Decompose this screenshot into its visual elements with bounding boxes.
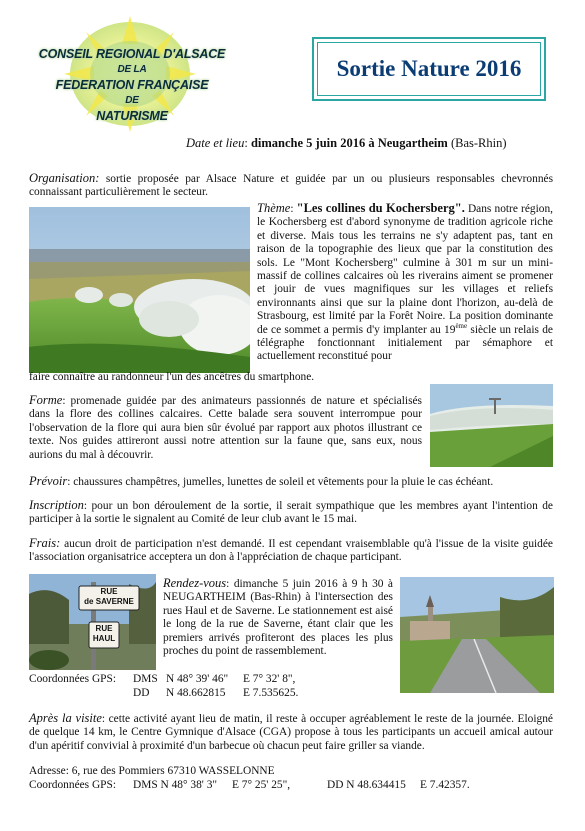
- theme-superscript: ème: [455, 321, 468, 330]
- theme-paragraph: [257, 202, 553, 364]
- inscription-text: : pour un bon déroulement de la sortie, il serait sympathique que les membres ayant l'intention de participer à la sortie le signalent au Comité de leur club avant le 15 mai.: [29, 500, 553, 526]
- organisation-label: Organisation:: [29, 171, 100, 185]
- gps-dd-east: E 7.535625.: [243, 687, 299, 699]
- address-line: Adresse: 6, rue des Pommiers 67310 WASSELONNE: [29, 765, 275, 777]
- rendezvous-paragraph: [163, 577, 393, 658]
- date-region: (Bas-Rhin): [447, 136, 507, 150]
- logo: [12, 16, 252, 132]
- apres-label: Après la visite: [29, 711, 102, 725]
- frais-paragraph: [29, 537, 553, 565]
- organisation-paragraph: [29, 172, 553, 200]
- frais-text: aucun droit de participation n'est demandé. Il est cependant vraisemblable qu'à l'issue de la visite guidée l'association organisatrice acceptera un don à l'appréciation de chaque participant.: [29, 538, 553, 564]
- village-road-photo: [400, 577, 554, 693]
- theme-text-continued: siècle un relais de télégraphe fonctionnant initialement par sémaphore et actuellement reconstitué pour: [257, 323, 553, 363]
- prevoir-label: Prévoir: [29, 474, 68, 488]
- gps-dd-north: N 48.662815: [166, 687, 226, 699]
- logo-line: DE LA: [117, 64, 147, 75]
- theme-title: "Les collines du Kochersberg".: [296, 201, 465, 215]
- gps2-dd-east: E 7.42357.: [420, 779, 470, 791]
- gps2-dms: DMS N 48° 38' 3": [133, 779, 218, 791]
- frais-label: Frais:: [29, 536, 61, 550]
- street-signs-photo: [29, 574, 156, 670]
- date-value: dimanche 5 juin 2016 à Neugartheim: [250, 136, 448, 150]
- apres-paragraph: [29, 712, 553, 753]
- landscape-photo: [29, 207, 250, 373]
- sign-saverne-line2: de SAVERNE: [84, 597, 134, 606]
- prevoir-text: : chaussures champêtres, jumelles, lunettes de soleil et vêtements pour la pluie le cas échéant.: [67, 476, 494, 488]
- apres-text: : cette activité ayant lieu de matin, il reste à occuper agréablement le reste de la journée. Eloigné de quelque 14 km, le Centre Gymnique d'Alsace (CGA) propose à tous les participants un accueil amical autour d'un apéritif convivial à proximité d'un barbecue où chacun peut faire griller sa viande.: [29, 713, 553, 752]
- gps-dd-tag: DD: [133, 687, 150, 699]
- sign-saverne: [79, 587, 139, 607]
- gps2-dd: DD N 48.634415: [327, 779, 406, 791]
- sign-haul-line1: RUE: [95, 624, 113, 633]
- theme-last-line: faire connaître au randonneur l'un des ancêtres du smartphone.: [29, 371, 315, 383]
- gps-label: Coordonnées GPS:: [29, 673, 117, 685]
- gps-dms-tag: DMS: [133, 673, 158, 685]
- inscription-label: Inscription: [29, 498, 84, 512]
- date-label: Date et lieu: [186, 136, 245, 150]
- forme-paragraph: [29, 394, 422, 462]
- theme-label: Thème: [257, 201, 291, 215]
- hedge-photo: [430, 384, 553, 467]
- sign-haul-line2: HAUL: [92, 634, 116, 643]
- logo-line: FEDERATION FRANÇAISE: [55, 78, 209, 92]
- theme-text: Dans notre région, le Kochersberg est d'abord synonyme de tradition agricole riche et diverse. Mais tous les terrains ne s'y adaptent pas, tant en raison de la topographie des lieux que par la constitution des sols. Le "Mont Kochersberg" culmine à 301 m sur un mini-massif de collines calcaires où les riverains aiment se promener et jouir de vues magnifiques sur les villages et reliefs environnants ainsi que sur la plaine dont l'horizon, au-delà de Strasbourg, est limité par la Forêt Noire. La position dominante de ce sommet a permis d'y implanter au 19: [257, 203, 553, 336]
- logo-line: DE: [125, 95, 139, 106]
- logo-line: NATURISME: [96, 109, 168, 123]
- page-title: Sortie Nature 2016: [336, 56, 522, 82]
- theme-sep: :: [290, 203, 297, 215]
- forme-label: Forme: [29, 393, 63, 407]
- title-box: [312, 37, 546, 101]
- rendezvous-text: : dimanche 5 juin 2016 à 9 h 30 à NEUGARTHEIM (Bas-Rhin) à l'intersection des rues Haul et de Saverne. Le stationnement est aisé le long de la rue de Saverne, étant clair que les premiers arrivés profiteront des places les plus proches du point de rassemblement.: [163, 578, 393, 658]
- logo-line: CONSEIL REGIONAL D'ALSACE: [38, 47, 226, 61]
- organisation-text: sortie proposée par Alsace Nature et guidée par un ou plusieurs responsables chevronnés connaissant particulièrement le secteur.: [29, 173, 553, 199]
- prevoir-paragraph: [29, 475, 553, 489]
- date-sep: :: [244, 136, 251, 150]
- gps-block: [29, 673, 116, 686]
- gps2-label: Coordonnées GPS:: [29, 779, 117, 791]
- inscription-paragraph: [29, 499, 553, 527]
- sign-saverne-line1: RUE: [100, 587, 118, 596]
- date-line: [186, 137, 507, 150]
- forme-text: : promenade guidée par des animateurs passionnés de nature et spécialisés dans la flore des collines calcaires. Cette balade sera souvent interrompue pour l'observation de la flore qui aura bien sûr évolué par rapport aux photos illustrant ce texte. Nos guides attireront aussi notre attention sur la faune que, sans eux, nous aurions du mal à découvrir.: [29, 395, 422, 461]
- rendezvous-label: Rendez-vous: [163, 576, 227, 590]
- gps2-dms-east: E 7° 25' 25",: [232, 779, 291, 791]
- gps-dms-east: E 7° 32' 8",: [243, 673, 296, 685]
- sign-haul: [89, 624, 119, 644]
- gps-dms-north: N 48° 39' 46": [166, 673, 229, 685]
